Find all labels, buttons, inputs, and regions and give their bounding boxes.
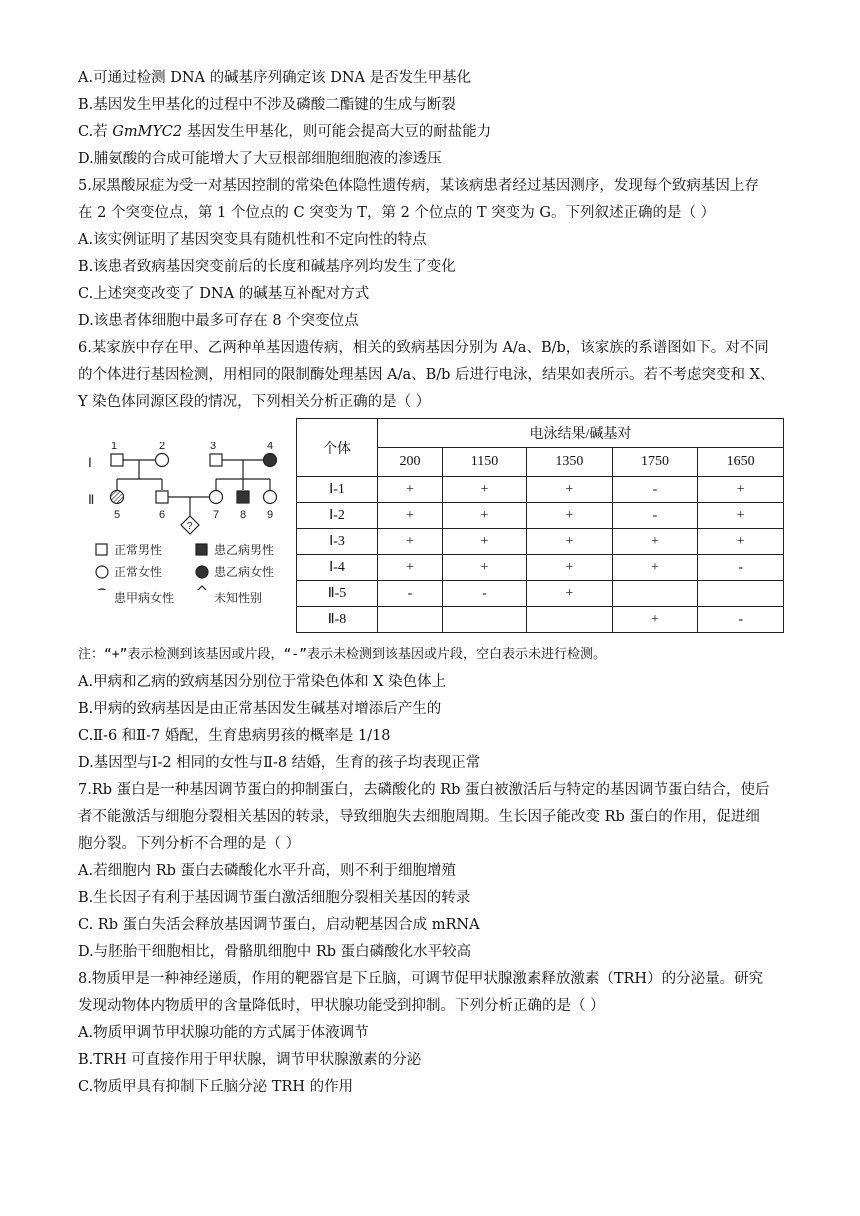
size-header: 1350 [527,448,613,477]
q5-stem-line: 在 2 个突变位点，第 1 个位点的 C 突变为 T，第 2 个位点的 T 突变为 G。下列叙述正确的是（ ） [78,205,716,221]
legend-label: 正常女性 [114,565,163,579]
cell: - [612,503,698,529]
q6-option-c: C.Ⅱ-6 和Ⅱ-7 婚配，生育患病男孩的概率是 1/18 [78,728,391,744]
q4-option-c: C.若 GmMYC2 基因发生甲基化，则可能会提高大豆的耐盐能力 [78,124,492,140]
pedigree-number: 3 [210,442,217,452]
cell: - [378,581,443,607]
q7-stem-line: 7.Rb 蛋白是一种基因调节蛋白的抑制蛋白，去磷酸化的 Rb 蛋白被激活后与特定的基因调节蛋白结合，使后 [78,782,770,798]
cell: + [442,529,526,555]
q4-option-a: A.可通过检测 DNA 的碱基序列确定该 DNA 是否发生甲基化 [78,70,472,86]
table-row [297,529,784,555]
pedigree-number: 8 [240,509,247,521]
size-header: 1150 [442,448,526,477]
cell: + [612,555,698,581]
pedigree-number: 5 [114,509,121,521]
q8-stem-line: 发现动物体内物质甲的含量降低时，甲状腺功能受到抑制。下列分析正确的是（ ） [78,998,605,1014]
cell: + [527,503,613,529]
col-individual-header: 个体 [297,419,378,477]
cell: + [612,529,698,555]
cell: + [698,503,784,529]
q8-stem-line: 8.物质甲是一种神经递质，作用的靶器官是下丘脑，可调节促甲状腺激素释放激素（TRH）的分泌量。研究 [78,971,764,987]
legend-label: 患甲病女性 [114,591,175,605]
individual-i2 [156,454,169,467]
individual-ii6 [156,491,168,503]
pedigree-number: 2 [159,442,166,452]
row-name: Ⅱ-5 [297,581,378,607]
row-name: Ⅰ-3 [297,529,378,555]
q7-option-b: B.生长因子有利于基因调节蛋白激活细胞分裂相关基因的转录 [78,890,471,906]
q6-stem-line: Y 染色体同源区段的情况，下列相关分析正确的是（ ） [78,394,431,410]
q6-option-a: A.甲病和乙病的致病基因分别位于常染色体和 X 染色体上 [78,674,447,690]
table-row [297,503,784,529]
cell: + [378,503,443,529]
q5-option-b: B.该患者致病基因突变前后的长度和碱基序列均发生了变化 [78,259,456,275]
q7-option-a: A.若细胞内 Rb 蛋白去磷酸化水平升高，则不利于细胞增殖 [78,863,456,879]
size-header: 200 [378,448,443,477]
q8-option-b: B.TRH 可直接作用于甲状腺，调节甲状腺激素的分泌 [78,1052,422,1068]
cell: - [698,607,784,633]
pedigree-legend-row [80,586,290,614]
cell [378,607,443,633]
individual-ii7 [210,491,223,504]
pedigree-chart [80,442,290,590]
electrophoresis-table [296,418,784,633]
q6-stem-line: 6.某家族中存在甲、乙两种单基因遗传病，相关的致病基因分别为 A/a、B/b，该家族的系谱图如下。对不同 [78,340,769,356]
cell [442,607,526,633]
row-name: Ⅰ-4 [297,555,378,581]
legend-label: 正常男性 [114,543,163,557]
q7-option-c: C. Rb 蛋白失活会释放基因调节蛋白，启动靶基因合成 mRNA [78,917,480,933]
q4-option-d: D.脯氨酸的合成可能增大了大豆根部细胞细胞液的渗透压 [78,151,442,167]
cell: - [612,477,698,503]
pedigree-number: 4 [267,442,274,452]
cell [527,607,613,633]
table-row [297,477,784,503]
q5-stem-line: 5.尿黑酸尿症为受一对基因控制的常染色体隐性遗传病，某该病患者经过基因测序，发现每个致病基因上存 [78,178,759,194]
cell: - [442,581,526,607]
individual-i4 [264,454,277,467]
q7-stem-line: 胞分裂。下列分析不合理的是（ ） [78,836,301,852]
cell: + [378,477,443,503]
cell: + [442,477,526,503]
col-result-header: 电泳结果/碱基对 [378,419,784,448]
individual-ii9 [264,491,277,504]
generation-1-label: Ⅰ [88,455,92,470]
individual-ii5 [111,491,124,504]
row-name: Ⅰ-1 [297,477,378,503]
q5-option-c: C.上述突变改变了 DNA 的碱基互补配对方式 [78,286,370,302]
pedigree-number: 6 [159,509,166,521]
cell: + [527,477,613,503]
legend-label: 患乙病男性 [214,543,275,557]
q6-option-d: D.基因型与Ⅰ-2 相同的女性与Ⅱ-8 结婚，生育的孩子均表现正常 [78,755,481,771]
legend-label: 未知性别 [214,591,263,605]
q7-option-d: D.与胚胎干细胞相比，骨骼肌细胞中 Rb 蛋白磷酸化水平较高 [78,944,472,960]
cell: + [698,477,784,503]
cell: + [612,607,698,633]
row-name: Ⅱ-8 [297,607,378,633]
q8-option-c: C.物质甲具有抑制下丘脑分泌 TRH 的作用 [78,1079,354,1095]
cell: + [527,529,613,555]
generation-2-label: Ⅱ [88,492,95,507]
cell: + [442,503,526,529]
table-row [297,581,784,607]
q8-option-a: A.物质甲调节甲状腺功能的方式属于体液调节 [78,1025,369,1041]
cell [698,581,784,607]
pedigree-number: 1 [111,442,118,452]
row-name: Ⅰ-2 [297,503,378,529]
cell [612,581,698,607]
table-row [297,607,784,633]
individual-i3 [210,454,222,466]
q5-option-a: A.该实例证明了基因突变具有随机性和不定向性的特点 [78,232,427,248]
pedigree-number: 7 [213,509,220,521]
cell: + [378,529,443,555]
q4-option-b: B.基因发生甲基化的过程中不涉及磷酸二酯键的生成与断裂 [78,97,456,113]
cell: + [527,581,613,607]
q6-option-b: B.甲病的致病基因是由正常基因发生碱基对增添后产生的 [78,701,442,717]
table-note: 注：“+”表示检测到该基因或片段，“-”表示未检测到该基因或片段，空白表示未进行检测。 [78,647,606,662]
table-row [297,555,784,581]
q6-stem-line: 的个体进行基因检测，用相同的限制酶处理基因 A/a、B/b 后进行电泳，结果如表所示。若不考虑突变和 X、 [78,367,775,383]
cell: + [698,529,784,555]
individual-i1 [111,454,123,466]
cell: + [527,555,613,581]
unknown-mark: ? [187,521,193,532]
q7-stem-line: 者不能激活与细胞分裂相关基因的转录，导致细胞失去细胞周期。生长因子能改变 Rb 蛋白的作用，促进细 [78,809,760,825]
size-header: 1750 [612,448,698,477]
pedigree-number: 9 [267,509,274,521]
cell: - [698,555,784,581]
individual-ii8 [237,491,249,503]
legend-label: 患乙病女性 [214,565,275,579]
q5-option-d: D.该患者体细胞中最多可存在 8 个突变位点 [78,313,359,329]
cell: + [442,555,526,581]
cell: + [378,555,443,581]
size-header: 1650 [698,448,784,477]
